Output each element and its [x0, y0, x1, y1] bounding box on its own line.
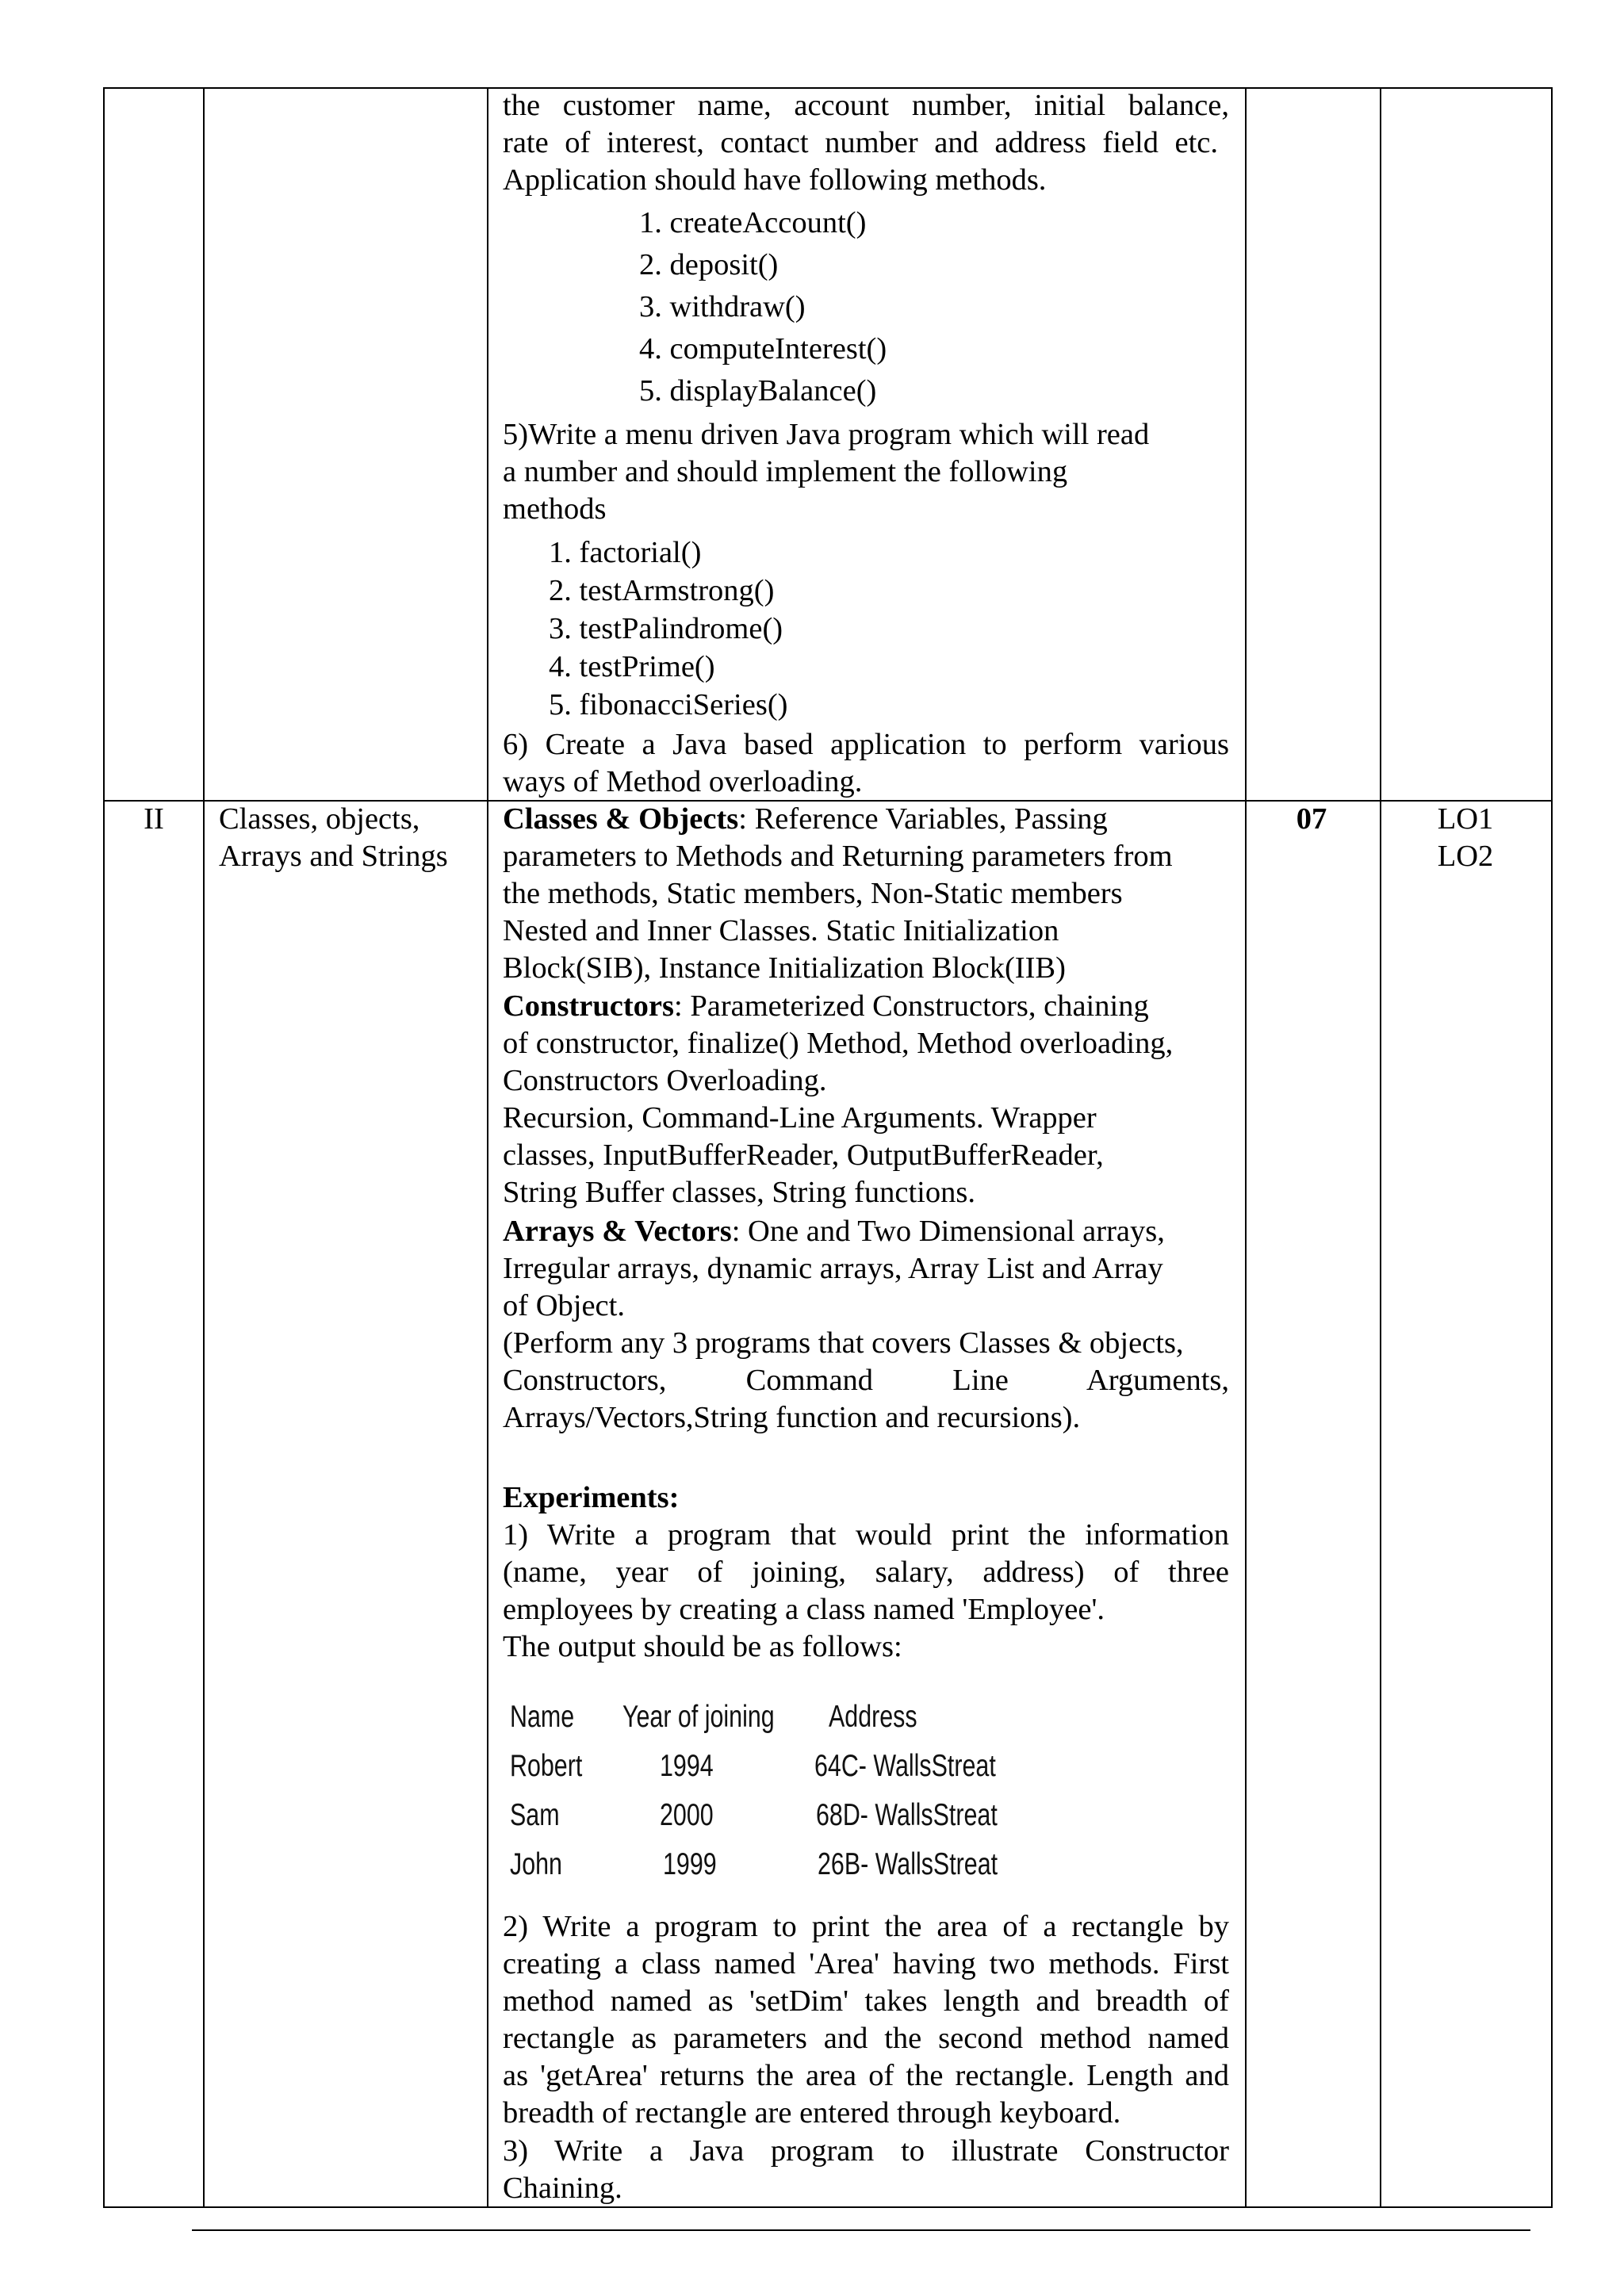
module-title-line: Classes, objects, — [219, 802, 420, 836]
experiment-line: rectangle as parameters and the second method named — [503, 2022, 1229, 2055]
output-cell: 1994 — [660, 1749, 714, 1783]
module-number: II — [144, 802, 164, 836]
method-list-item: 3. testPalindrome() — [549, 612, 783, 645]
classes-line: the methods, Static members, Non-Static members — [503, 877, 1123, 910]
constructors-line: : Parameterized Constructors, chaining — [674, 989, 1149, 1023]
constructors-heading: Constructors — [503, 989, 674, 1023]
output-cell: 1999 — [663, 1847, 717, 1881]
arrays-line: Constructors, Command Line Arguments, — [503, 1364, 1229, 1397]
arrays-line: (Perform any 3 programs that covers Classes & objects, — [503, 1326, 1184, 1360]
intro-line: Application should have following methods. — [503, 163, 1047, 197]
experiment-line: breadth of rectangle are entered through keyboard. — [503, 2096, 1121, 2130]
experiment-line: Chaining. — [503, 2172, 622, 2205]
output-cell: 26B- WallsStreat — [818, 1847, 998, 1881]
arrays-line: Irregular arrays, dynamic arrays, Array List and Array — [503, 1252, 1163, 1285]
method-list-item: 5. fibonacciSeries() — [549, 688, 788, 721]
experiment-line: 3) Write a Java program to illustrate Constructor — [503, 2134, 1229, 2168]
question-line: a number and should implement the following — [503, 455, 1068, 488]
output-cell: 68D- WallsStreat — [816, 1798, 998, 1832]
classes-heading: Classes & Objects — [503, 802, 739, 836]
output-header: Year of joining — [622, 1700, 775, 1734]
method-list-item: 5. displayBalance() — [639, 374, 877, 408]
experiment-line: 1) Write a program that would print the information — [503, 1518, 1229, 1552]
constructors-line: Recursion, Command-Line Arguments. Wrapper — [503, 1101, 1097, 1135]
footer-rule — [192, 2229, 1530, 2231]
output-header: Name — [510, 1700, 575, 1734]
column-divider-1 — [203, 87, 205, 2208]
question-line: ways of Method overloading. — [503, 765, 863, 798]
column-divider-3 — [1245, 87, 1247, 2208]
employee-output-sample — [508, 1687, 1015, 1885]
classes-line: Block(SIB), Instance Initialization Block(IIB) — [503, 951, 1066, 985]
classes-line: : Reference Variables, Passing — [738, 802, 1108, 836]
output-cell: Sam — [510, 1798, 560, 1832]
constructors-line: of constructor, finalize() Method, Method overloading, — [503, 1027, 1174, 1060]
arrays-line: : One and Two Dimensional arrays, — [731, 1215, 1165, 1248]
method-list-item: 4. computeInterest() — [639, 332, 887, 365]
intro-line: the customer name, account number, initial balance, — [503, 89, 1229, 122]
classes-line: parameters to Methods and Returning parameters from — [503, 840, 1173, 873]
question-line: 6) Create a Java based application to perform various — [503, 728, 1229, 761]
experiment-line: as 'getArea' returns the area of the rectangle. Length and — [503, 2059, 1229, 2092]
question-line: 5)Write a menu driven Java program which will read — [503, 418, 1150, 451]
experiment-line: 2) Write a program to print the area of a rectangle by — [503, 1910, 1229, 1943]
arrays-line: Arrays/Vectors,String function and recursions). — [503, 1401, 1081, 1434]
column-divider-2 — [487, 87, 488, 2208]
arrays-line: of Object. — [503, 1289, 625, 1322]
experiments-heading: Experiments: — [503, 1481, 680, 1514]
output-header: Address — [829, 1700, 917, 1734]
learning-outcome: LO1 — [1437, 802, 1494, 836]
method-list-item: 2. deposit() — [639, 248, 779, 281]
arrays-heading: Arrays & Vectors — [503, 1215, 732, 1248]
experiment-line: method named as 'setDim' takes length and breadth of — [503, 1984, 1229, 2018]
method-list-item: 4. testPrime() — [549, 650, 715, 683]
experiment-line: (name, year of joining, salary, address) of three — [503, 1556, 1229, 1589]
table-border-bottom — [103, 2206, 1553, 2208]
experiment-line: creating a class named 'Area' having two methods. First — [503, 1947, 1229, 1980]
module-hours: 07 — [1296, 802, 1327, 836]
constructors-line: Constructors Overloading. — [503, 1064, 827, 1097]
constructors-line: classes, InputBufferReader, OutputBufferReader, — [503, 1138, 1104, 1172]
experiment-line: employees by creating a class named 'Employee'. — [503, 1593, 1105, 1626]
classes-line: Nested and Inner Classes. Static Initialization — [503, 914, 1059, 947]
output-cell: John — [510, 1847, 562, 1881]
intro-line: rate of interest, contact number and address field etc. — [503, 126, 1218, 159]
table-border-right — [1551, 87, 1553, 2208]
output-cell: 2000 — [660, 1798, 714, 1832]
method-list-item: 3. withdraw() — [639, 290, 806, 323]
learning-outcome: LO2 — [1437, 840, 1494, 873]
method-list-item: 1. createAccount() — [639, 206, 867, 239]
table-border-left — [103, 87, 105, 2208]
method-list-item: 1. factorial() — [549, 536, 702, 569]
experiment-line: The output should be as follows: — [503, 1630, 902, 1663]
module-title-line: Arrays and Strings — [219, 840, 448, 873]
column-divider-4 — [1380, 87, 1381, 2208]
output-cell: Robert — [510, 1749, 583, 1783]
method-list-item: 2. testArmstrong() — [549, 574, 775, 607]
question-line: methods — [503, 492, 607, 526]
constructors-line: String Buffer classes, String functions. — [503, 1176, 975, 1209]
output-cell: 64C- WallsStreat — [814, 1749, 996, 1783]
